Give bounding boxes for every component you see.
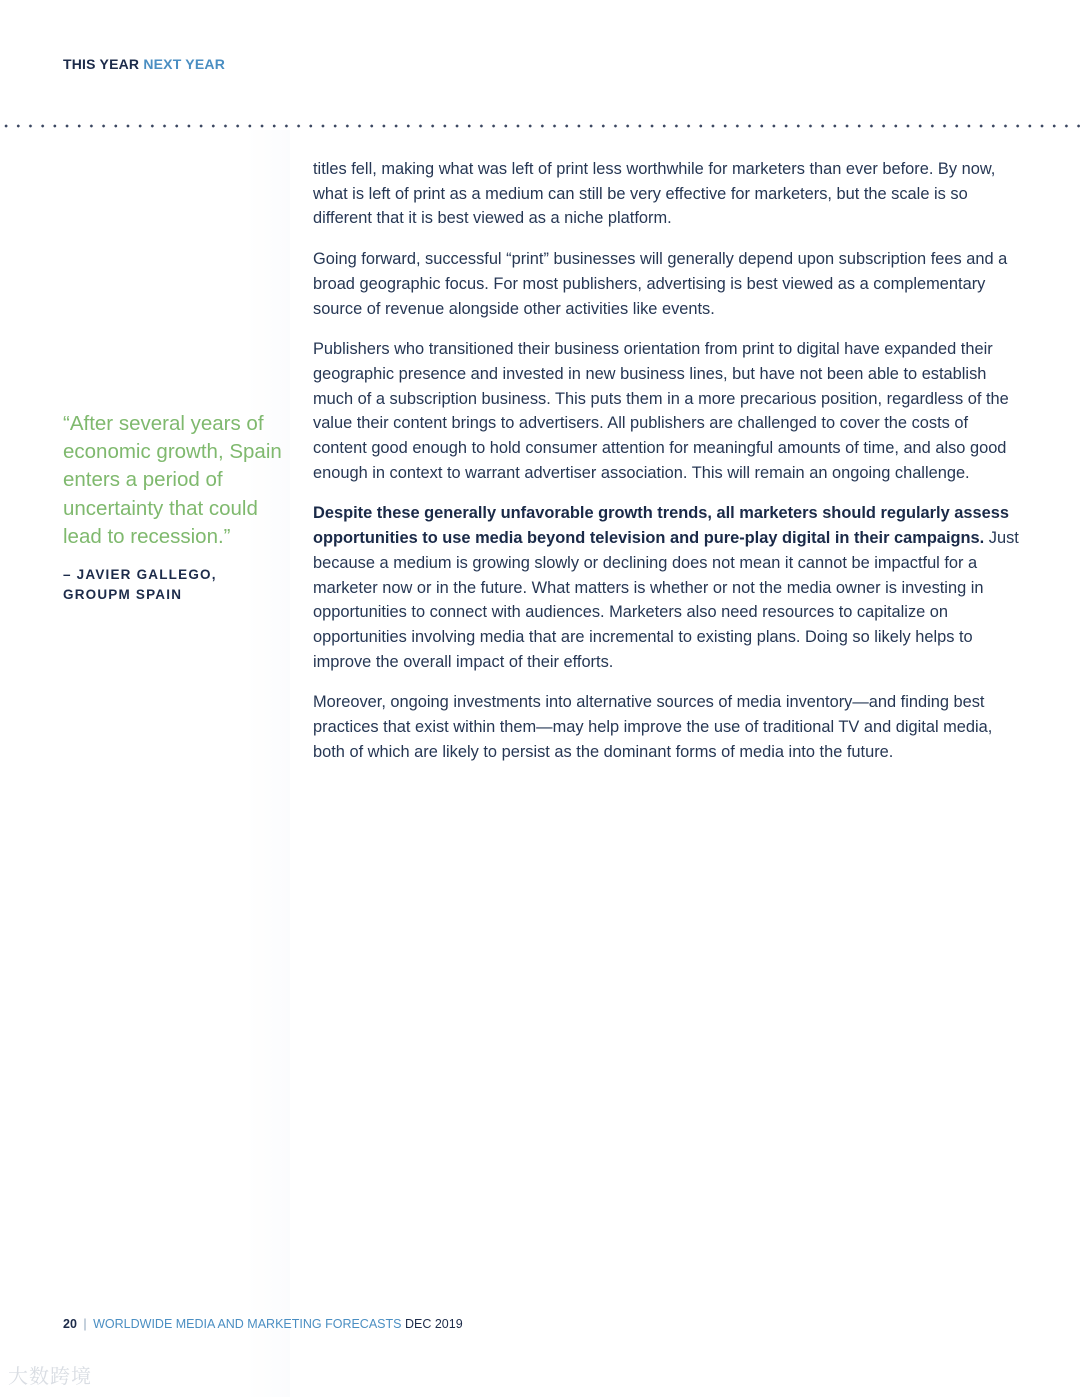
pull-quote-text: “After several years of economic growth, Spain enters a period of uncertainty that could lead to recession.” <box>63 412 282 548</box>
watermark <box>8 1360 92 1389</box>
attribution-name: – JAVIER GALLEGO, <box>63 567 217 583</box>
dotted-divider <box>0 124 1080 128</box>
footer-separator: | <box>83 1317 87 1331</box>
page-footer <box>63 1317 463 1331</box>
paragraph-4-rest: Just because a medium is growing slowly or declining does not mean it cannot be impactful for a marketer now or in the future. What matters is whether or not the media owner is investing in opportunities to connect with audiences. Marketers also need resources to capitalize on opportunities involving media that are incremental to existing plans. Doing so likely helps to improve the overall impact of their efforts. <box>313 529 1019 671</box>
header-next-year: NEXT YEAR <box>143 56 225 72</box>
paragraph-4-bold-lead: Despite these generally unfavorable growth trends, all marketers should regularly assess opportunities to use media beyond television and pure-play digital in their campaigns. <box>313 504 1009 548</box>
pull-quote <box>63 410 283 605</box>
paragraph-1: titles fell, making what was left of print less worthwhile for marketers than ever before. By now, what is left of print as a medium can still be very effective for marketers, but the scale is so different that it is best viewed as a niche platform. <box>313 160 996 228</box>
publication-date: DEC 2019 <box>404 1317 463 1331</box>
paragraph-2: Going forward, successful “print” businesses will generally depend upon subscription fees and a broad geographic focus. For most publishers, advertising is best viewed as a complementary source of revenue alongside other activities like events. <box>313 250 1008 318</box>
attribution-org: GROUPM SPAIN <box>63 587 183 603</box>
publication-title: WORLDWIDE MEDIA AND MARKETING FORECASTS <box>93 1317 402 1331</box>
paragraph-5: Moreover, ongoing investments into alternative sources of media inventory—and finding best practices that exist within them—may help improve the use of traditional TV and digital media, both of which are likely to persist as the dominant forms of media into the future. <box>313 693 993 761</box>
watermark-text: 大数跨境 <box>8 1364 92 1388</box>
pull-quote-attribution <box>63 565 283 605</box>
paragraph-3: Publishers who transitioned their business orientation from print to digital have expanded their geographic presence and invested in new business lines, but have not been able to establish much of a subscription business. This puts them in a more precarious position, regardless of the value their content brings to advertisers. All publishers are challenged to cover the costs of content good enough to hold consumer attention for meaningful amounts of time, and also good enough in context to warrant advertiser association. This will remain an ongoing challenge. <box>313 340 1009 482</box>
sidebar-column <box>0 130 290 1397</box>
paragraph-4 <box>313 501 1025 674</box>
running-header <box>63 56 225 72</box>
header-this-year: THIS YEAR <box>63 56 140 72</box>
body-text-column <box>313 157 1025 780</box>
page-number: 20 <box>63 1317 77 1331</box>
